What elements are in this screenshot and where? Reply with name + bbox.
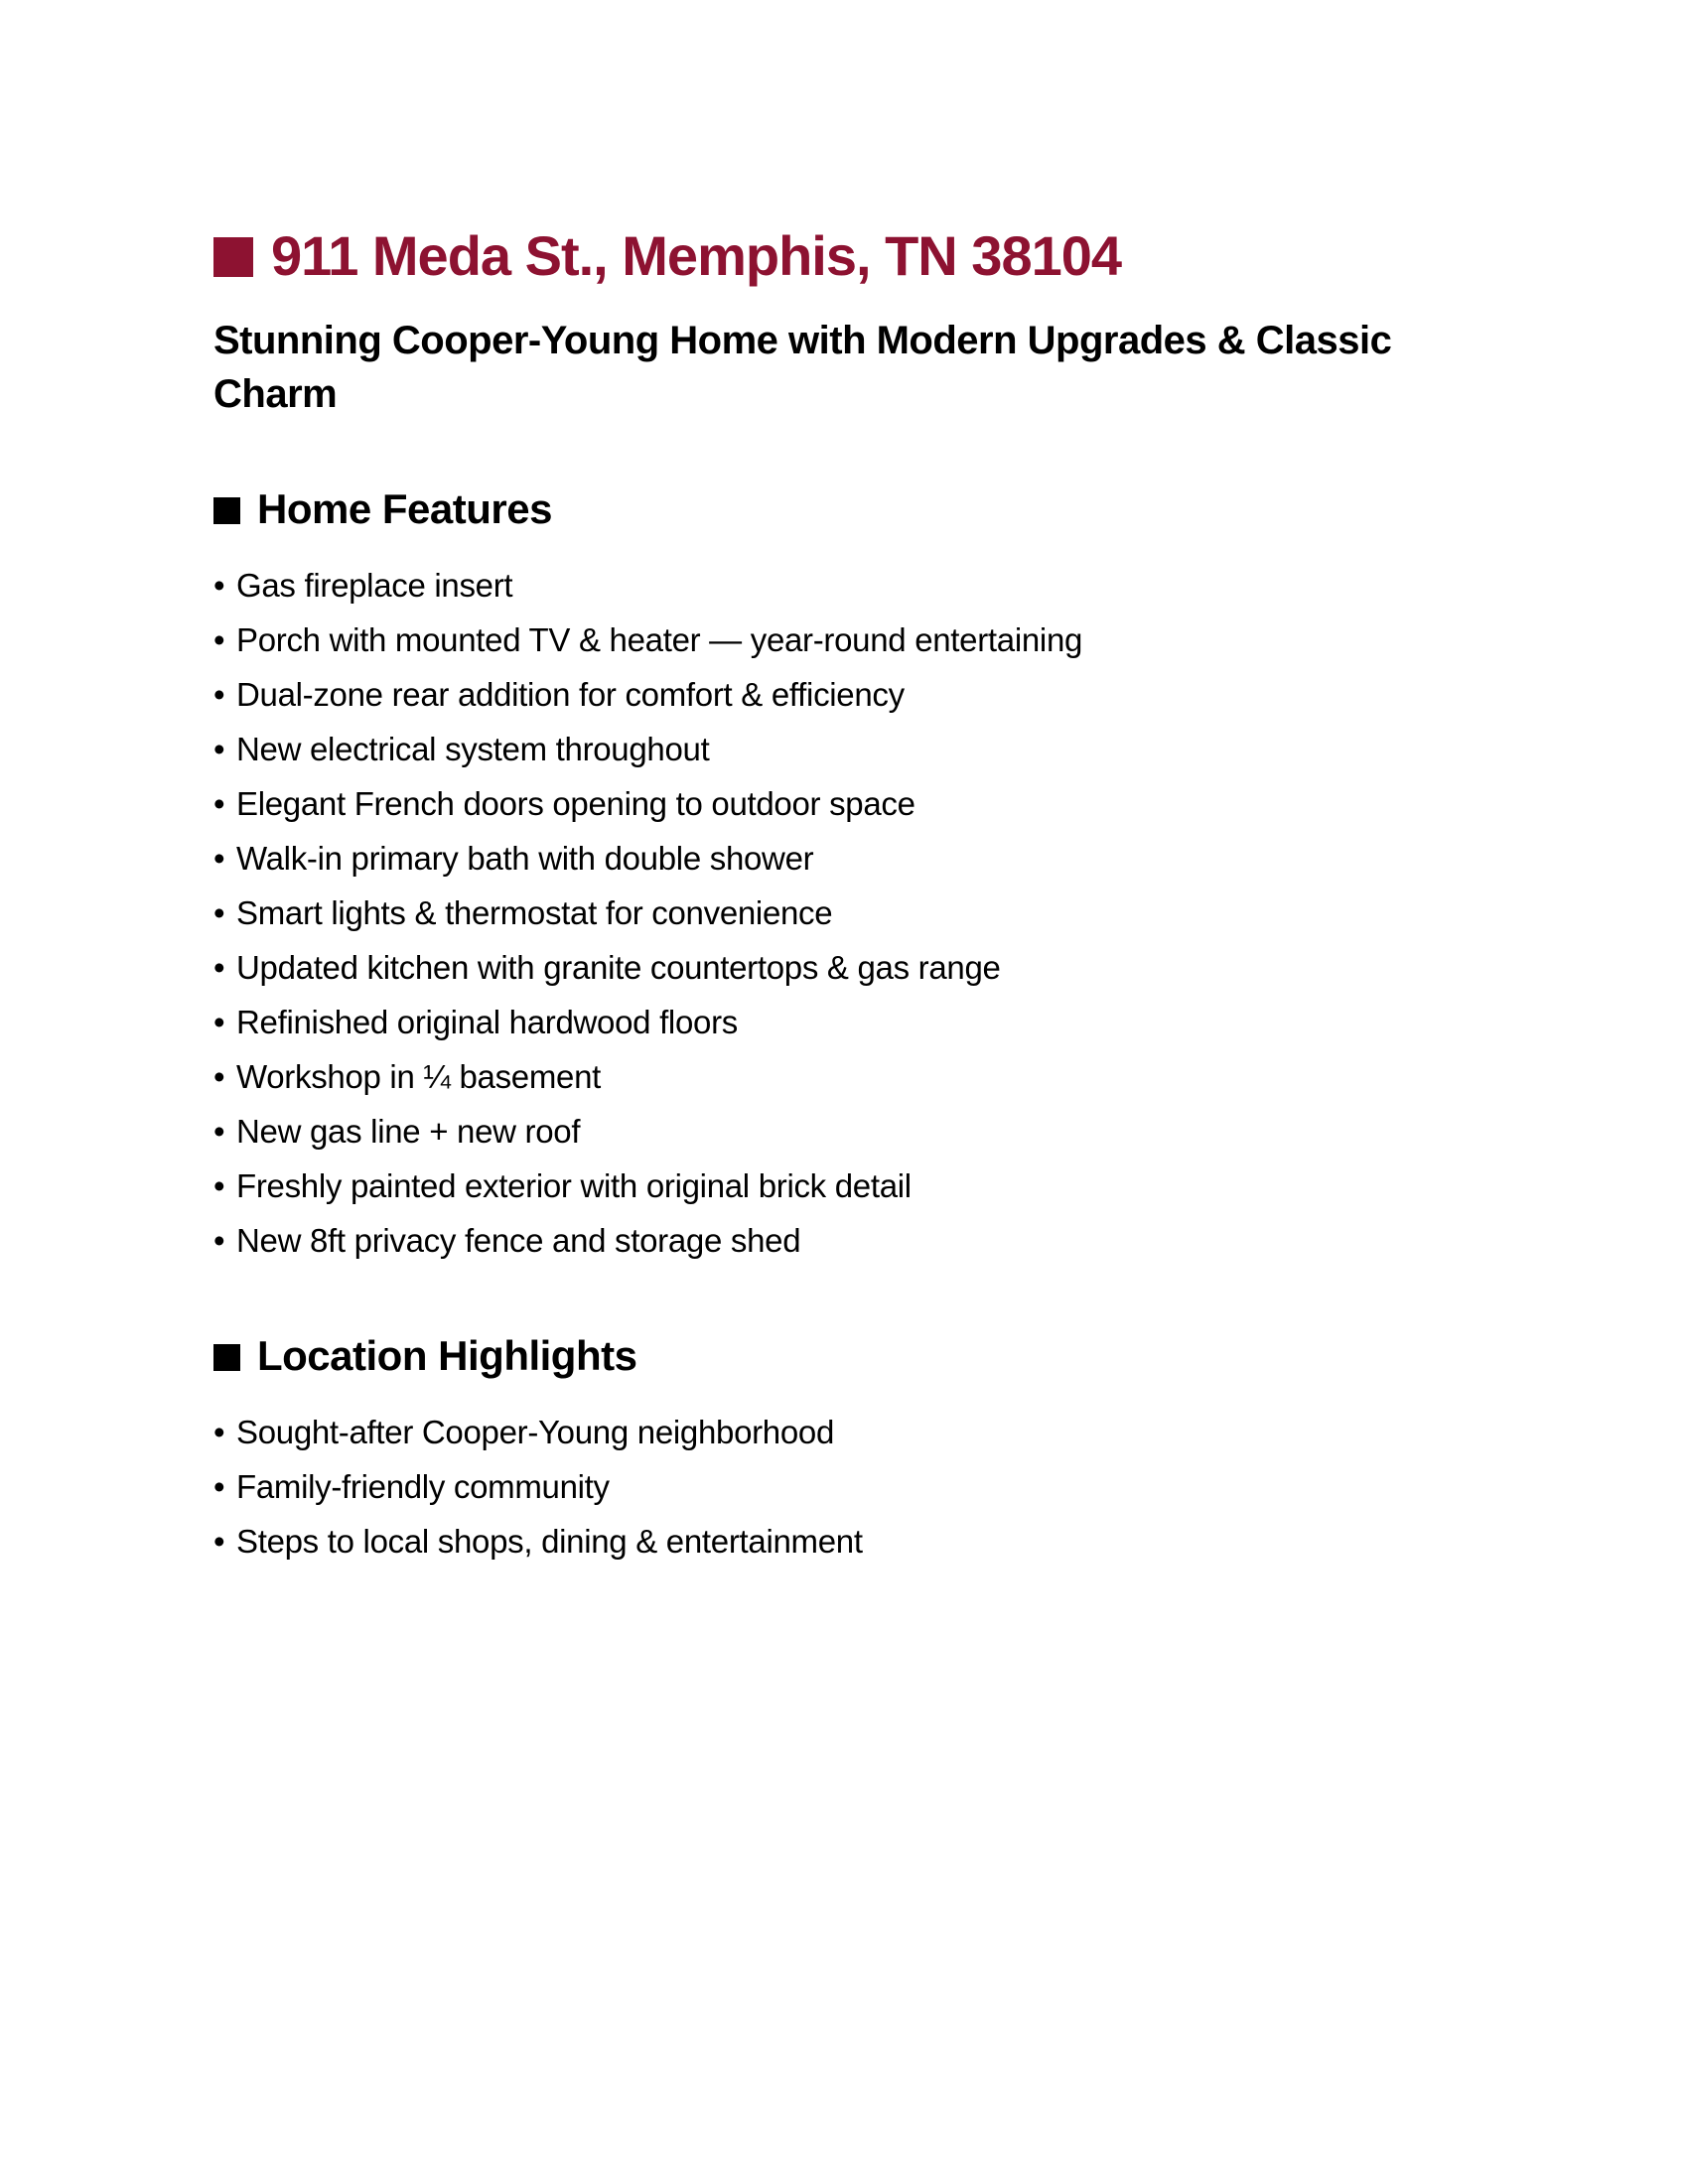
list-item-text: New electrical system throughout [236, 731, 710, 767]
section-heading-text: Home Features [257, 485, 552, 532]
bullet-icon: • [213, 1222, 225, 1259]
list-item-text: Family-friendly community [236, 1468, 610, 1505]
bullet-icon: • [213, 731, 225, 767]
list-item-text: Steps to local shops, dining & entertainment [236, 1523, 863, 1560]
list-item [213, 1159, 1489, 1213]
list-item-text: Elegant French doors opening to outdoor space [236, 785, 915, 822]
list-item [213, 831, 1489, 886]
list-item-text: Gas fireplace insert [236, 567, 513, 604]
list-item-text: Smart lights & thermostat for convenience [236, 894, 833, 931]
list-item [213, 1049, 1489, 1104]
document-section [213, 482, 1489, 1268]
bullet-icon: • [213, 840, 225, 877]
bullet-icon: • [213, 567, 225, 604]
list-item-text: Dual-zone rear addition for comfort & efficiency [236, 676, 905, 713]
list-item [213, 1459, 1489, 1514]
list-item [213, 1405, 1489, 1459]
bullet-icon: • [213, 1113, 225, 1150]
list-item [213, 1514, 1489, 1569]
bullet-icon: • [213, 785, 225, 822]
bullet-icon: • [213, 1523, 225, 1560]
section-square-icon [213, 1344, 240, 1371]
list-item-text: New 8ft privacy fence and storage shed [236, 1222, 801, 1259]
list-item-text: Sought-after Cooper-Young neighborhood [236, 1414, 835, 1450]
list-item-text: New gas line + new roof [236, 1113, 581, 1150]
bullet-icon: • [213, 1167, 225, 1204]
section-heading [213, 1329, 1489, 1383]
page-title-text: 911 Meda St., Memphis, TN 38104 [271, 224, 1122, 287]
section-heading [213, 482, 1489, 536]
page-subtitle: Stunning Cooper-Young Home with Modern Upgrades & Classic Charm [213, 319, 1392, 416]
list-item [213, 722, 1489, 776]
bullet-list [213, 558, 1489, 1268]
bullet-icon: • [213, 1058, 225, 1095]
section-square-icon [213, 497, 240, 524]
list-item-text: Workshop in ¼ basement [236, 1058, 601, 1095]
section-heading-text: Location Highlights [257, 1332, 637, 1379]
bullet-icon: • [213, 621, 225, 658]
document-section [213, 1329, 1489, 1569]
list-item-text: Updated kitchen with granite countertops & gas range [236, 949, 1001, 986]
bullet-icon: • [213, 676, 225, 713]
list-item [213, 940, 1489, 995]
list-item-text: Freshly painted exterior with original brick detail [236, 1167, 912, 1204]
bullet-icon: • [213, 949, 225, 986]
list-item-text: Porch with mounted TV & heater — year-round entertaining [236, 621, 1083, 658]
bullet-list [213, 1405, 1489, 1569]
list-item-text: Walk-in primary bath with double shower [236, 840, 814, 877]
list-item [213, 613, 1489, 667]
list-item [213, 1213, 1489, 1268]
list-item [213, 558, 1489, 613]
list-item-text: Refinished original hardwood floors [236, 1004, 738, 1040]
list-item [213, 776, 1489, 831]
bullet-icon: • [213, 1414, 225, 1450]
list-item [213, 1104, 1489, 1159]
list-item [213, 886, 1489, 940]
list-item [213, 995, 1489, 1049]
list-item [213, 667, 1489, 722]
bullet-icon: • [213, 1468, 225, 1505]
page-title [213, 224, 1489, 288]
title-square-icon [213, 237, 253, 277]
bullet-icon: • [213, 1004, 225, 1040]
bullet-icon: • [213, 894, 225, 931]
sections-container [213, 482, 1489, 1569]
